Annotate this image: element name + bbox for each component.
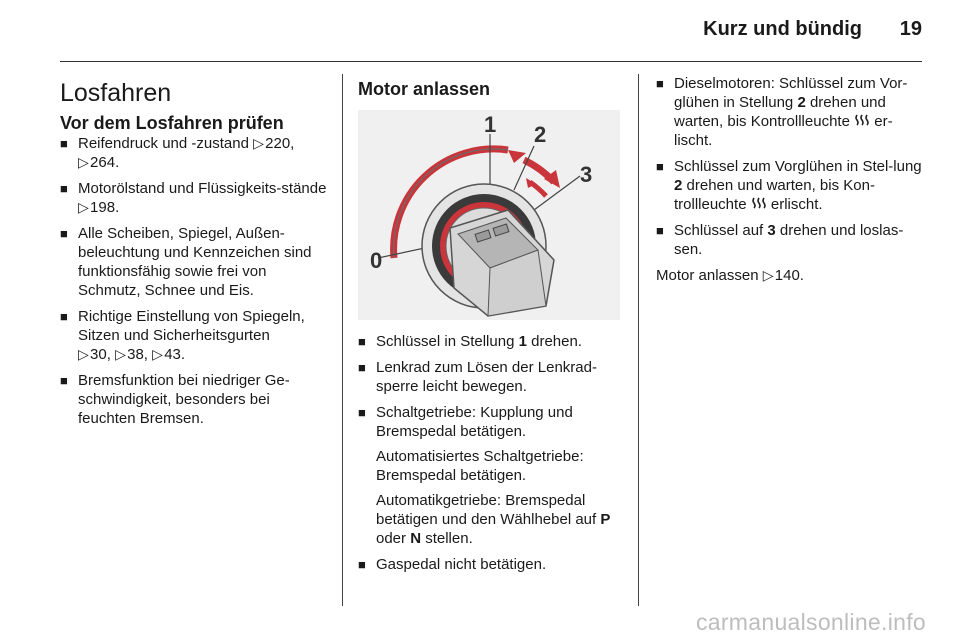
square-bullet-icon: ■ [656,76,664,91]
page-ref-link[interactable]: 43. [164,346,186,363]
section-title-losfahren: Losfahren [60,79,172,107]
section-title-motor-anlassen: Motor anlassen [358,79,491,99]
list-item: ■ Lenkrad zum Lösen der Lenkrad-sperre leicht bewegen. [358,359,597,395]
square-bullet-icon: ■ [358,405,366,420]
diesel-steps-list [656,74,924,259]
subsection-title: Vor dem Losfahren prüfen [60,113,284,133]
square-bullet-icon: ■ [656,159,664,174]
list-item: ■ Bremsfunktion bei niedriger Ge-schwindigkeit, besonders bei feuchten Bremsen. [60,372,290,427]
square-bullet-icon: ■ [60,309,68,324]
list-item: ■ Richtige Einstellung von Spiegeln, Sitzen und Sicherheitsgurten ▷ 30, ▷ 38, ▷ 43. [60,308,305,363]
arrow-ref-icon: ▷ [253,135,264,151]
position-label-3: 3 [580,162,593,187]
square-bullet-icon: ■ [656,223,664,238]
page-ref-link[interactable]: 38, [127,346,148,363]
square-bullet-icon: ■ [60,136,68,151]
list-item: ■ Reifendruck und -zustand ▷ 220, ▷ 264. [60,135,295,171]
column-divider [638,74,639,606]
list-item: ■ Schlüssel in Stellung 1 drehen. [358,333,582,350]
arrow-ref-icon: ▷ [78,199,89,215]
chapter-title: Kurz und bündig [703,18,862,40]
position-label-2: 2 [534,122,547,147]
list-item: ■ Alle Scheiben, Spiegel, Außen-beleuchtung und Kennzeichen sind funktionsfähig sowie frei von Schmutz, Schnee und Eis. [60,225,312,299]
arrow-ref-icon: ▷ [78,154,89,170]
glow-plug-icon [854,113,870,130]
ignition-diagram [358,110,620,320]
square-bullet-icon: ■ [60,226,68,241]
arrow-ref-icon: ▷ [115,346,126,362]
checklist [60,134,330,428]
square-bullet-icon: ■ [358,334,366,349]
square-bullet-icon: ■ [60,373,68,388]
page-ref-link[interactable]: 30, [90,346,111,363]
column-divider [342,74,343,606]
page-header [60,18,922,46]
list-item: ■ Schaltgetriebe: Kupplung und Bremspedal betätigen. Automatisiertes Schaltgetriebe: Bremspedal betätigen. Automatikgetriebe: Bremspedal betätigen und den Wählhebel auf P oder N stellen. [358,403,628,548]
list-item: ■ Dieselmotoren: Schlüssel zum Vor-glühen in Stellung 2 drehen und warten, bis Kontrollleuchte er-lischt. [656,75,908,149]
position-label-1: 1 [484,112,497,137]
square-bullet-icon: ■ [60,181,68,196]
arrow-ref-icon: ▷ [152,346,163,362]
square-bullet-icon: ■ [358,360,366,375]
list-item: ■ Schlüssel auf 3 drehen und loslas-sen. [656,222,904,258]
column-3 [656,74,924,285]
column-1 [60,74,330,435]
start-steps-list [358,332,628,574]
list-item: ■ Gaspedal nicht betätigen. [358,556,547,573]
ignition-key-figure [358,110,620,320]
paragraph: Automatisiertes Schaltgetriebe: Bremspedal betätigen. [376,448,584,484]
paragraph: Automatikgetriebe: Bremspedal betätigen und den Wählhebel auf P oder N stellen. [376,492,611,547]
list-item: ■ Schlüssel zum Vorglühen in Stel-lung 2 drehen und warten, bis Kon-trollleuchte erlischt. [656,158,922,213]
square-bullet-icon: ■ [358,557,366,572]
watermark: carmanualsonline.info [695,609,926,635]
arrow-ref-icon: ▷ [78,346,89,362]
cross-reference: Motor anlassen ▷ 140. [656,267,804,284]
arrow-ref-icon: ▷ [762,267,774,283]
glow-plug-icon [751,196,767,213]
list-item: ■ Motorölstand und Flüssigkeits-stände ▷ 198. [60,180,327,216]
page-number: 19 [899,18,922,40]
page-ref-link[interactable]: 220, [265,135,295,152]
page-ref-link[interactable]: 264. [90,154,120,171]
position-label-0: 0 [370,248,383,273]
page-ref-link[interactable]: 140. [774,267,804,284]
header-rule [60,61,922,62]
page-ref-link[interactable]: 198. [90,199,120,216]
column-2 [358,74,628,581]
